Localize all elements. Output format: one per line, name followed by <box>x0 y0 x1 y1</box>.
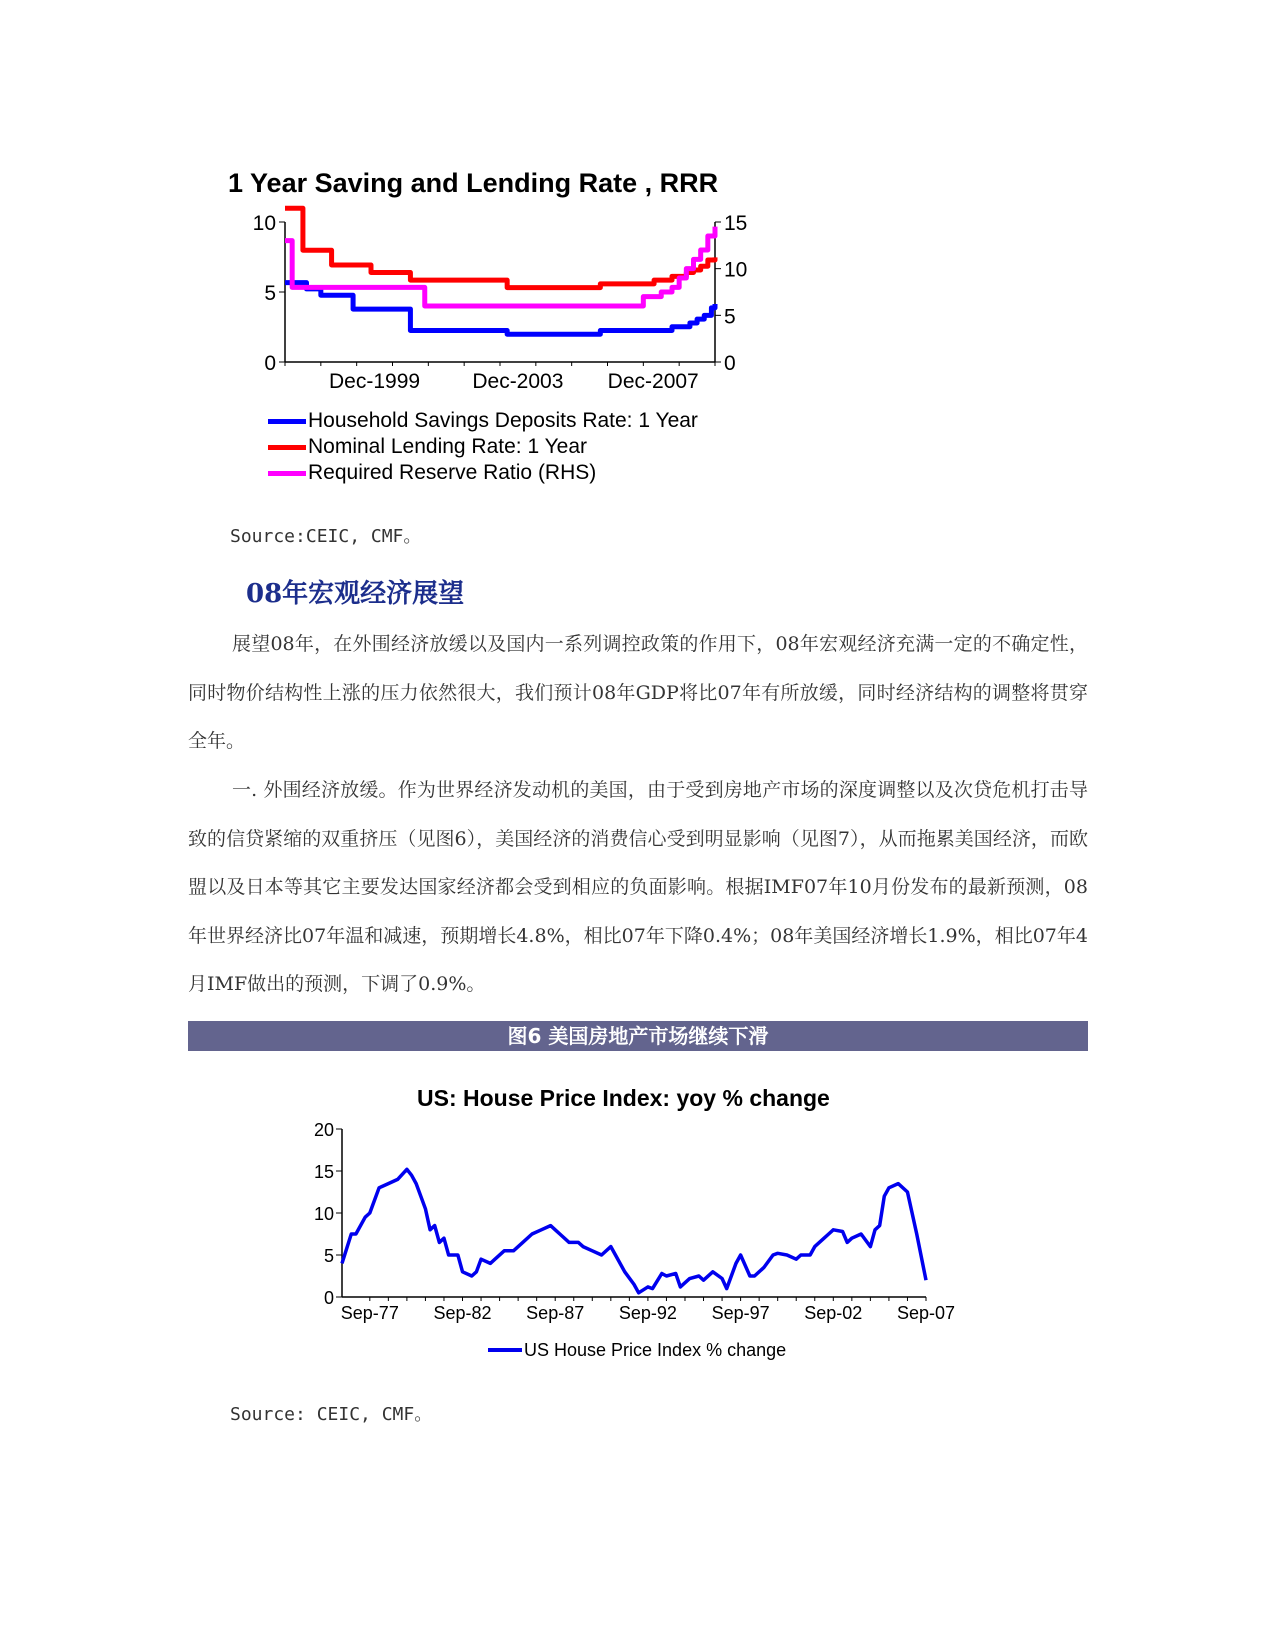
chart1-right-tick-label: 5 <box>724 305 736 329</box>
chart2-y-tick-label: 10 <box>313 1204 334 1224</box>
chart2-legend <box>488 1337 786 1363</box>
chart1-left-tick-label: 5 <box>264 282 276 305</box>
legend-swatch-rrr <box>268 471 306 476</box>
chart1-x-tick-label: Dec-1999 <box>329 370 421 393</box>
chart2-title: US: House Price Index: yoy % change <box>417 1085 830 1111</box>
chart1-right-tick-label: 0 <box>724 352 736 375</box>
legend-item-lending <box>268 434 698 460</box>
chart2-x-tick-label: Sep-97 <box>711 1303 770 1323</box>
chart1-left-tick-label: 10 <box>252 212 276 235</box>
source-note-1: Source:CEIC, CMF。 <box>230 526 422 547</box>
chart2-x-tick-label: Sep-02 <box>804 1303 863 1323</box>
legend-swatch-lending <box>268 445 306 450</box>
chart1-x-tick-label: Dec-2007 <box>607 370 699 393</box>
chart1-plot <box>0 200 1276 600</box>
chart2-x-tick-label: Sep-82 <box>433 1303 492 1323</box>
section-heading: 08年宏观经济展望 <box>246 579 465 609</box>
legend-label-savings: Household Savings Deposits Rate: 1 Year <box>308 409 698 432</box>
legend-swatch-savings <box>268 419 306 424</box>
chart2-x-tick-label: Sep-07 <box>896 1303 956 1323</box>
paragraph-1 <box>188 620 1088 766</box>
legend-item-rrr <box>268 460 698 486</box>
chart2-y-tick-label: 15 <box>313 1162 334 1182</box>
legend-label-rrr: Required Reserve Ratio (RHS) <box>308 461 597 484</box>
chart1-right-tick-label: 15 <box>724 212 748 235</box>
source-note-2: Source: CEIC, CMF。 <box>230 1404 433 1425</box>
chart1-left-tick-label: 0 <box>264 352 276 375</box>
legend-swatch-hpi <box>488 1348 522 1352</box>
chart1-right-tick-label: 10 <box>724 258 748 282</box>
chart2-y-tick-label: 20 <box>313 1120 334 1140</box>
chart1-title: 1 Year Saving and Lending Rate , RRR <box>228 168 719 198</box>
paragraph-2 <box>188 766 1088 1009</box>
legend-item-savings <box>268 408 698 434</box>
chart1-series-line-1 <box>285 208 715 287</box>
chart1-legend <box>268 408 698 486</box>
chart2-x-tick-label: Sep-77 <box>340 1303 399 1323</box>
chart1-x-tick-label: Dec-2003 <box>472 370 564 393</box>
chart2-y-tick-label: 5 <box>323 1246 334 1266</box>
chart2-x-tick-label: Sep-92 <box>618 1303 677 1323</box>
paragraph-2-text: 一. 外围经济放缓。作为世界经济发动机的美国，由于受到房地产市场的深度调整以及次贷危机打击导致的信贷紧缩的双重挤压（见图6），美国经济的消费信心受到明显影响（见图7），从而拖累美国经济，而欧盟以及日本等其它主要发达国家经济都会受到相应的负面影响。根据IMF07年10月份发布的最新预测，08年世界经济比07年温和减速，预期增长4.8%，相比07年下降0.4%；08年美国经济增长1.9%，相比07年4月IMF做出的预测，下调了0.9%。 <box>188 779 1088 995</box>
chart2-plot <box>0 1115 1276 1375</box>
legend-label-hpi: US House Price Index % change <box>524 1339 787 1360</box>
legend-label-lending: Nominal Lending Rate: 1 Year <box>308 435 588 458</box>
paragraph-1-text: 展望08年，在外围经济放缓以及国内一系列调控政策的作用下，08年宏观经济充满一定的不确定性，同时物价结构性上涨的压力依然很大，我们预计08年GDP将比07年有所放缓，同时经济结构的调整将贯穿全年。 <box>188 633 1088 752</box>
legend-item-hpi <box>488 1337 786 1363</box>
figure6-caption: 图6 美国房地产市场继续下滑 <box>188 1021 1088 1051</box>
chart2-y-tick-label: 0 <box>323 1288 334 1308</box>
chart2-x-tick-label: Sep-87 <box>526 1303 585 1323</box>
chart2-series-line <box>342 1169 926 1292</box>
